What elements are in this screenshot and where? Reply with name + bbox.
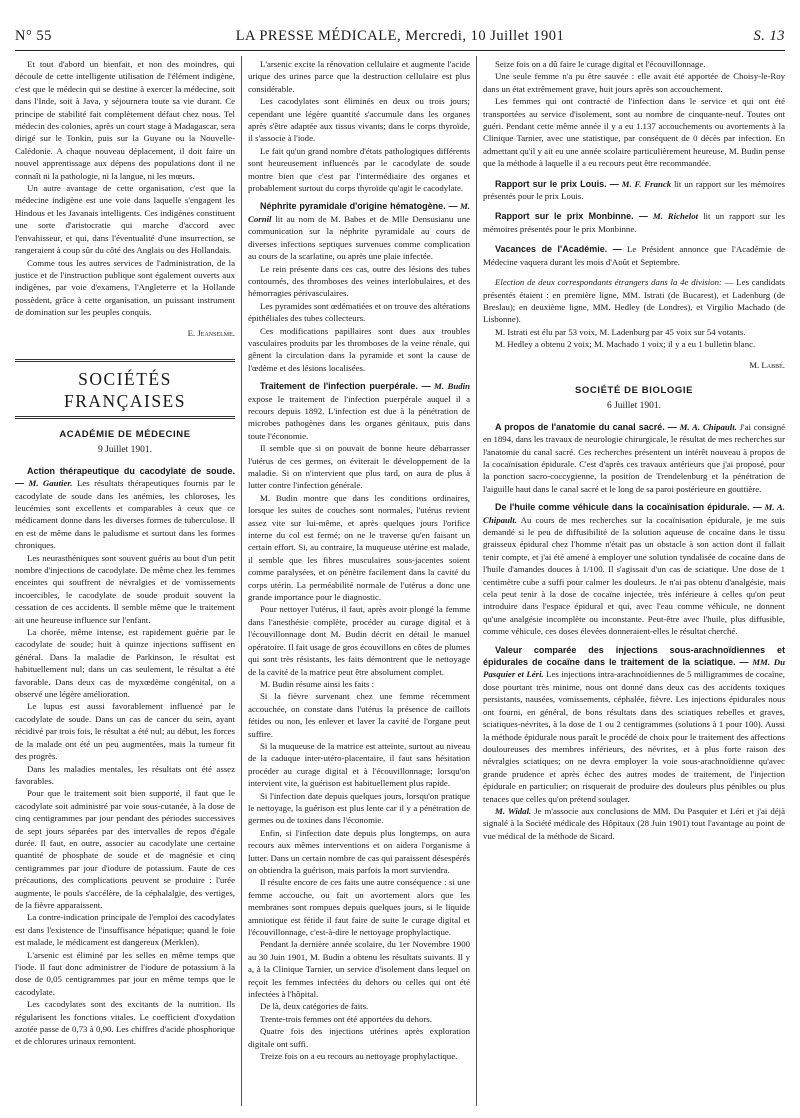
article-text: Je m'associe aux conclusions de MM. Du Pasquier et Léri et j'ai déjà signalé à la Société médicale des Hôpitaux (28 Juin 1901) tout l'avantage au point de vue médical de la méthode de Sicard. xyxy=(483,805,785,841)
academy-heading: ACADÉMIE DE MÉDECINE xyxy=(59,428,191,440)
paragraph: Les cacodylates sont des excitants de la nutrition. Ils régularisent les fonctions vitales. Le coefficient d'oxydation azotée passe de 0,73 à 0,90. Les chiffres d'acide phosphorique et de chlorures urinaux remontent. xyxy=(15,999,235,1047)
article-title: Action thérapeutique du cacodylate de soude. — xyxy=(15,465,235,489)
paragraph: Trente-trois femmes ont été apportées du dehors. xyxy=(260,1013,432,1024)
paragraph: Le rein présente dans ces cas, outre des lésions des tubes contournés, des thromboses des veines interlobulaires, et des hémorragies périvasculaires. xyxy=(248,263,470,299)
article-text: expose le traitement de l'infection puerpérale auquel il a recours depuis 1892. L'infection est due à la pénétration de microbes pathogènes dans les organes génitaux, puis dans toute l'économie. xyxy=(248,393,470,441)
column-divider-1 xyxy=(241,56,242,1106)
article-lead xyxy=(483,421,785,495)
article-lead xyxy=(248,380,470,442)
report-title: Rapport sur le prix Louis. — xyxy=(495,178,619,189)
paragraph: Le fait qu'un grand nombre d'états pathologiques différents sont heureusement influencés par le cacodylate de soude montre bien que c'est par l'intermédiaire des organes et probablement surtout du corps thyroïde qu'agit le cacodylate. xyxy=(248,145,470,194)
paragraph: L'arsenic excite la rénovation cellulaire et augmente l'acide urique des urines parce que la destruction cellulaire est plus considérable. xyxy=(248,59,470,94)
paragraph: La chorée, même intense, est rapidement guérie par le cacodylate de soude; huit à quinze injections suffisent en général. Dans la maladie de Parkinson, le résultat est habituellement nul; dans un cas seulement, le résultat a été favorable. Dans deux cas de myxœdème congénital, on a observé une légère amélioration. xyxy=(15,627,235,700)
paragraph: M. Budin montre que dans les conditions ordinaires, lorsque les suites de couches sont normales, l'utérus revient assez vite sur lui-même, et après quelques jours l'orifice interne du col est fermé; on ne le traverse qu'en faisant un certain effort. Si, au contraire, la muqueuse utérine est malade, il semble que les fibres musculaires sous-jacentes soient comme paralysées, et on pénètre facilement dans la cavité du corps utérin. La perméabilité normale de l'utérus a donc une grande importance pour le diagnostic. xyxy=(248,492,470,603)
vacation-title: Vacances de l'Académie. — xyxy=(495,244,622,255)
paragraph: Un autre avantage de cette organisation, c'est que la médecine indigène est une voie dans laquelle s'engagent les Hindous et les Javanais intelligents. Ces indigènes constituent une sorte d'aristocratie qui marche d'accord avec l'envahisseur, et qui, dans l'éventualité d'une insurrection, se rangeraient à coup sûr du côté des Anglais ou des Hollandais. xyxy=(15,183,235,256)
paragraph: Quatre fois des injections utérines après exploration digitale ont suffi. xyxy=(248,1026,470,1049)
paragraph xyxy=(483,805,785,842)
article-lead xyxy=(15,465,235,552)
section-title: SOCIÉTÉS FRANÇAISES xyxy=(15,359,235,419)
article-text: Au cours de mes recherches sur la cocaïnisation épidurale, je me suis demandé si le peu de diffusibilité de la solution aqueuse de cocaïne dans le tissu graisseux épidural chez l'homme n'était pas un obstacle à son action dont il fallait tenir compte, et j'ai été amené à employer une solution tyndalisée de cocaïne dans de l'huile d'amandes douces à 1/100. Il s'agissait d'un cas de sciatique. Une dose de 1 centimètre cube a suffi pour calmer les douleurs. Je n'ai pas obtenu d'analgésie, mais cela peut tenir à la dose de cocaïne injectée, très inférieure à celles qu'on peut introduire dans l'espace épidural et qui, avec l'eau comme véhicule, ne donnent qu'une analgésie incomplète ou inconstante. Peut-être avec l'huile, plus diffusible, comme véhicule, ces doses élevées donneraient-elles le résultat cherché. xyxy=(483,514,786,637)
article-text: J'ai consigné en 1894, dans les travaux de neurologie chirurgicale, le résultat de mes recherches sur l'anatomie du canal sacré. Ces recherches présentent un intérêt nouveau à propos de la cocaïnisation épidurale. C'est d'après ces travaux antérieurs que j'ai proposé, pour la ponction sacro-coccygienne, la position de Trendelenburg et la pénétration de l'aiguille haut dans le canal sacré et le long de sa paroi postérieure en gouttière. xyxy=(483,421,786,494)
paragraph: Comme tous les autres services de l'administration, de la justice et de l'instruction publique sont également ouverts aux indigènes, par voie d'examens, l'Angleterre et la Hollande possèdent, grâce à cette organisation, un puissant instrument de domination sur les peuples conquis. xyxy=(15,257,235,318)
report-text: lit un rapport sur les mémoires présentés pour le prix Monbinne. xyxy=(483,211,785,234)
paragraph: M. Istrati est élu par 53 voix, M. Ladenburg par 45 voix sur 54 votants. xyxy=(495,326,746,337)
article-title: Néphrite pyramidale d'origine hématogène. — xyxy=(260,201,458,212)
report-author: M. Richelot xyxy=(652,211,699,222)
paragraph: Si l'infection date depuis quelques jours, lorsqu'on pratique le nettoyage, la guérison est plus lente car il y a pénétration de germes ou de toxines dans l'économie. xyxy=(248,790,470,826)
article-author: M. A. Chipault. xyxy=(483,502,785,525)
article-lead xyxy=(483,644,785,805)
article-author: M. Cornil xyxy=(248,201,470,224)
column-divider-2 xyxy=(476,56,477,1106)
article-lead xyxy=(483,501,785,637)
header-rule xyxy=(15,50,785,51)
paragraph: De là, deux catégories de faits. xyxy=(260,1001,369,1012)
vacation-text: Le Président annonce que l'Académie de Médecine vaquera durant les mois d'Août et Septembre. xyxy=(483,244,786,267)
article-author: M. Budin xyxy=(434,381,470,392)
paragraph: Et tout d'abord un bienfait, et non des moindres, qui découle de cette intelligente utilisation de l'élément indigène, c'est que le médecin qui se destine à exercer la médecine, soit dans l'Inde, soit à Java, y séjournera toute sa vie durant. Ce principe de stabilité fait complètement défaut chez nous. Tel médecin des colonies, après un court stage à Madagascar, sera dirigé sur le Tonkin, puis sur la Guyane ou la Nouvelle-Calédonie. A chaque nouveau déplacement, il doit faire un nouvel apprentissage aux dépens des populations dont il ne connaît ni la pathologie, ni la langue, ni les mœurs. xyxy=(15,59,235,181)
report-lead xyxy=(483,178,785,203)
article-text: Les injections intra-arachnoïdiennes de 5 milligrammes de cocaïne, dose pourtant très minime, nous ont donné dans deux cas des accidents toxiques persistants, nausées, vomissements, céphalée, fièvre. Les injections épidurales nous ont fourni, en général, de bons résultats dans des sciatiques rebelles et graves, sciatiques-névrites, à la dose de 1 ou 2 centigrammes (solutions à 1 pour 100). Aussi la méthode épidurale nous paraît le procédé de choix pour le traitement des affections douloureuses des membres inférieurs, des névrites, et à plus forte raison des névralgies sciatiques; on ne devra employer la voie sous-arachnoïdienne qu'avec grande prudence et après échec des autres modes de traitement, de l'injection épidurale en particulier; on risquerait de produire des douleurs plus pénibles ou plus tenaces que celles qu'on prétend soulager. xyxy=(483,669,785,804)
paragraph: Pour que le traitement soit bien supporté, il faut que le cacodylate soit administré par voie sous-cutanée, à la dose de cinq centigrammes par jour pendant des périodes successives de sept jours séparées par des intervalles de repos d'égale durée. Il faut, en outre, associer au cacodylate une certaine quantité de phosphate de soude et de magnésie et cinq centigrammes par jour d'iodure de potassium. Faute de ces précautions, des complications peuvent se produire : l'urée augmente, le pouls s'accélère, de la céphalalgie, des vertiges, de la fièvre apparaissent. xyxy=(15,788,235,910)
paragraph: Si la muqueuse de la matrice est atteinte, surtout au niveau de la caduque inter-utéro-placentaire, il faut sans hésitation procéder au curage digital et à l'écouvillonnage; lorsqu'on intervient vite, la guérison est habituellement plus rapide. xyxy=(248,740,470,789)
paragraph: Pour nettoyer l'utérus, il faut, après avoir plongé la femme dans l'anesthésie complète, procéder au curage digital et à l'écouvillonnage dont M. Budin décrit en détail le manuel opératoire. Il fait usage de gros écouvillons en côtes de plumes qui sont très résistants, les faits démontrent que le nettoyage de la cavité de la matrice peut être absolument complet. xyxy=(248,604,470,677)
signature: E. Jeanselme. xyxy=(187,327,235,338)
paragraph: Dans les maladies mentales, les résultats ont été assez favorables. xyxy=(15,763,235,786)
report-lead xyxy=(483,210,785,235)
paragraph: La contre-indication principale de l'emploi des cacodylates est dans l'existence de l'insuffisance hépatique; quand le foie est malade, le médicament est dangereux (Merklen). xyxy=(15,912,235,948)
article-author: M. A. Chipault. xyxy=(679,421,737,432)
signature: M. Labbé. xyxy=(749,359,785,370)
election-title: Election de deux correspondants étrangers dans la 4e division: xyxy=(495,277,722,288)
society-heading: SOCIÉTÉ DE BIOLOGIE xyxy=(574,384,694,396)
paragraph: Il résulte encore de ces faits une autre conséquence : si une femme accouche, ou fait un avortement alors que les membranes sont rompues depuis quelques jours, si le liquide amniotique est fétide il faut faire de suite le curage digital et l'écouvillonnage, c'est-à-dire le nettoyage prophylactique. xyxy=(248,877,470,938)
article-title: De l'huile comme véhicule dans la cocaïnisation épidurale. — xyxy=(495,502,762,513)
paragraph: M. Budin résume ainsi les faits : xyxy=(260,678,375,689)
column-3 xyxy=(483,58,785,842)
paragraph: Seize fois on a dû faire le curage digital et l'écouvillonnage. xyxy=(495,59,706,69)
vacation-notice xyxy=(483,243,785,268)
issue-number: N° 55 xyxy=(15,28,52,44)
paragraph: Pendant la dernière année scolaire, du 1er Novembre 1900 au 30 Juin 1901, M. Budin a obtenu les résultats suivants. Il y a, à la Clinique Tarnier, un service d'isolement dans lequel on reçoit les femmes infectées du dehors ou celles qui ont été infectées à l'hôpital. xyxy=(248,939,470,1000)
article-title: A propos de l'anatomie du canal sacré. — xyxy=(495,421,677,432)
paragraph: Les cacodylates sont éliminés en deux ou trois jours; cependant une légère quantité s'accumule dans les organes après s'être adaptée aux tissus vivants; dans le corps thyroïde, il s'associe à l'iode. xyxy=(248,96,470,144)
paragraph: Le lupus est aussi favorablement influencé par le cacodylate de soude. Dans un cas de cancer du sein, ayant récidivé par trois fois, le résultat a été nul; au début, les forces de la malade ont été un peu augmentées, mais la tumeur fit des progrès. xyxy=(15,701,235,762)
paragraph: Treize fois on a eu recours au nettoyage prophylactique. xyxy=(260,1051,458,1062)
paragraph: Ces modifications papillaires sont dues aux troubles vasculaires produits par les thromboses de la veine rénale, qui gênent la circulation dans la pyramide et sont la cause de l'œdème et des lésions localisées. xyxy=(248,325,470,373)
paragraph: Si la fièvre survenant chez une femme récemment accouchée, on constate dans l'utérus la présence de caillots fétides ou non, les enlever et laver la cavité de l'organe peut suffire. xyxy=(248,691,470,739)
academy-date: 9 Juillet 1901. xyxy=(97,445,153,456)
paragraph: Il semble que si on pouvait de bonne heure débarrasser l'utérus de ces germes, on éviterait le développement de la maladie. Si on n'intervient que plus tard, on aura de plus à lutter contre l'infection générale. xyxy=(248,443,470,491)
page-header xyxy=(15,28,785,50)
election-notice xyxy=(483,276,785,326)
report-author: M. F. Franck xyxy=(621,178,672,189)
journal-title: LA PRESSE MÉDICALE, Mercredi, 10 Juillet 1901 xyxy=(235,28,565,44)
article-author: M. Widal. xyxy=(495,805,532,816)
society-date: 6 Juillet 1901. xyxy=(606,401,662,412)
article-title: Traitement de l'infection puerpérale. — xyxy=(260,381,431,392)
report-title: Rapport sur le prix Monbinne. — xyxy=(495,211,648,222)
paragraph: L'arsenic est éliminé par les selles en même temps que l'iode. Il faut donc administrer de l'iodure de potassium à la dose de 0,05 centigrammes par jour en même temps que le cacodylate. xyxy=(15,949,235,997)
article-text: lit au nom de M. Babes et de Mlle Densusianu une communication sur la néphrite pyramidale au cours de diverses infections septiques survenues comme complication au cours de la scarlatine, ou après une plaie infectée. xyxy=(248,213,470,262)
article-lead xyxy=(248,200,470,262)
paragraph: Enfin, si l'infection date depuis plus longtemps, on aura recours aux mêmes interventions et on aidera l'organisme à lutter. Dans un certain nombre de cas qui paraissent désespérés on obtiendra la guérison, mais parfois la mort surviendra. xyxy=(248,827,470,875)
article-text: Les résultats thérapeutiques fournis par le cacodylate de soude dans les anémies, les chloroses, les leucémies sont excellents et comparables à ceux que ce médicament donne dans les diverses formes de tuberculose. Il en est de même dans le paludisme et surtout dans les formes chroniques. xyxy=(15,478,236,551)
paragraph: Les femmes qui ont contracté de l'infection dans le service et qui ont été transportées au service d'isolement, sont au nombre de cinquante-neuf. Toutes ont guéri. Pendant cette même année il y a eu 1.137 accouchements ou avortements à la Clinique Tarnier, avec une statistique, par conséquent de 0 décès par infection. En admettant qu'il y ait eu une année scolaire particulièrement heureuse, M. Budin pense que la méthode à laquelle il a eu recours peut être recommandée. xyxy=(483,96,785,169)
article-title: Valeur comparée des injections sous-arachnoïdiennes et épidurales de cocaïne dans le traitement de la sciatique. — xyxy=(483,644,785,668)
report-text: lit un rapport sur les mémoires présentés pour le prix Louis. xyxy=(483,178,786,202)
page-folio: S. 13 xyxy=(753,28,785,44)
paragraph: Les pyramides sont œdématiées et on trouve des altérations épithéliales des tubes collecteurs. xyxy=(248,300,470,324)
paragraph: M. Hedley a obtenu 2 voix; M. Machado 1 voix; il y a eu 1 bulletin blanc. xyxy=(495,339,756,350)
article-author: M. Gautier. xyxy=(28,478,73,489)
paragraph: Les neurasthéniques sont souvent guéris au bout d'un petit nombre d'injections de cacodylate. De même chez les femmes enceintes qui souffrent de névralgies et de vomissements incoercibles, le cacodylate de soude produit souvent la cessation de ces accidents. Il semble même que le traitement ait une heureuse influence sur l'enfant. xyxy=(15,552,235,625)
article-author: MM. Du Pasquier et Léri. xyxy=(483,657,785,680)
paragraph: Une seule femme n'a pu être sauvée : elle avait été apportée de Choisy-le-Roy dans un état extrêmement grave, huit jours après son accouchement. xyxy=(483,71,785,94)
column-1 xyxy=(15,58,235,1048)
election-text: — Les candidats présentés étaient : en première ligne, MM. Istrati (de Bucarest), et Ladenburg (de Breslau); en deuxième ligne, MM. Hedley (de Londres), et Virgilio Machado (de Lisbonne). xyxy=(483,277,785,325)
column-2 xyxy=(248,58,470,1063)
